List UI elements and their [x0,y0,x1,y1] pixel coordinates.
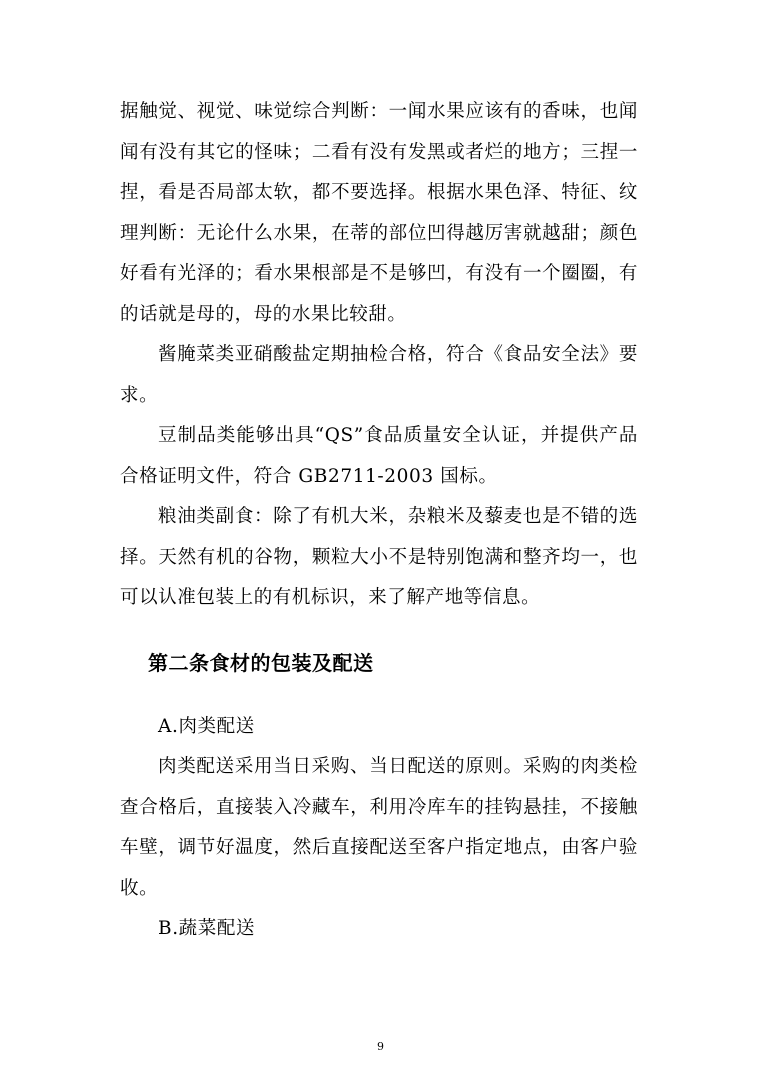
paragraph-fruit-judgement: 据触觉、视觉、味觉综合判断：一闻水果应该有的香味，也闻闻有没有其它的怪味；二看有没有发黑或者烂的地方；三捏一捏，看是否局部太软，都不要选择。根据水果色泽、特征、纹理判断：无论什么水果，在蒂的部位凹得越厉害就越甜；颜色好看有光泽的；看水果根部是不是够凹，有没有一个圈圈，有的话就是母的，母的水果比较甜。 [120,101,638,325]
page-number: 9 [377,1040,384,1053]
paragraph-soy-products: 豆制品类能够出具“QS”食品质量安全认证，并提供产品合格证明文件，符合 GB2711-2003 国标。 [120,425,638,487]
paragraph-grains-oils: 粮油类副食：除了有机大米，杂粮米及藜麦也是不错的选择。天然有机的谷物，颗粒大小不是特别饱满和整齐均一，也可以认准包装上的有机标识，来了解产地等信息。 [120,506,638,608]
paragraph-pickles: 酱腌菜类亚硝酸盐定期抽检合格，符合《食品安全法》要求。 [120,344,638,406]
section-heading: 第二条食材的包装及配送 [148,650,374,675]
subsection-meat-delivery: A.肉类配送 [158,715,255,737]
page-content [120,92,638,950]
subsection-vegetable-delivery: B.蔬菜配送 [158,918,256,939]
paragraph-meat-delivery: 肉类配送采用当日采购、当日配送的原则。采购的肉类检查合格后，直接装入冷藏车，利用冷库车的挂钩悬挂，不接触车壁，调节好温度，然后直接配送至客户指定地点，由客户验收。 [120,756,638,899]
